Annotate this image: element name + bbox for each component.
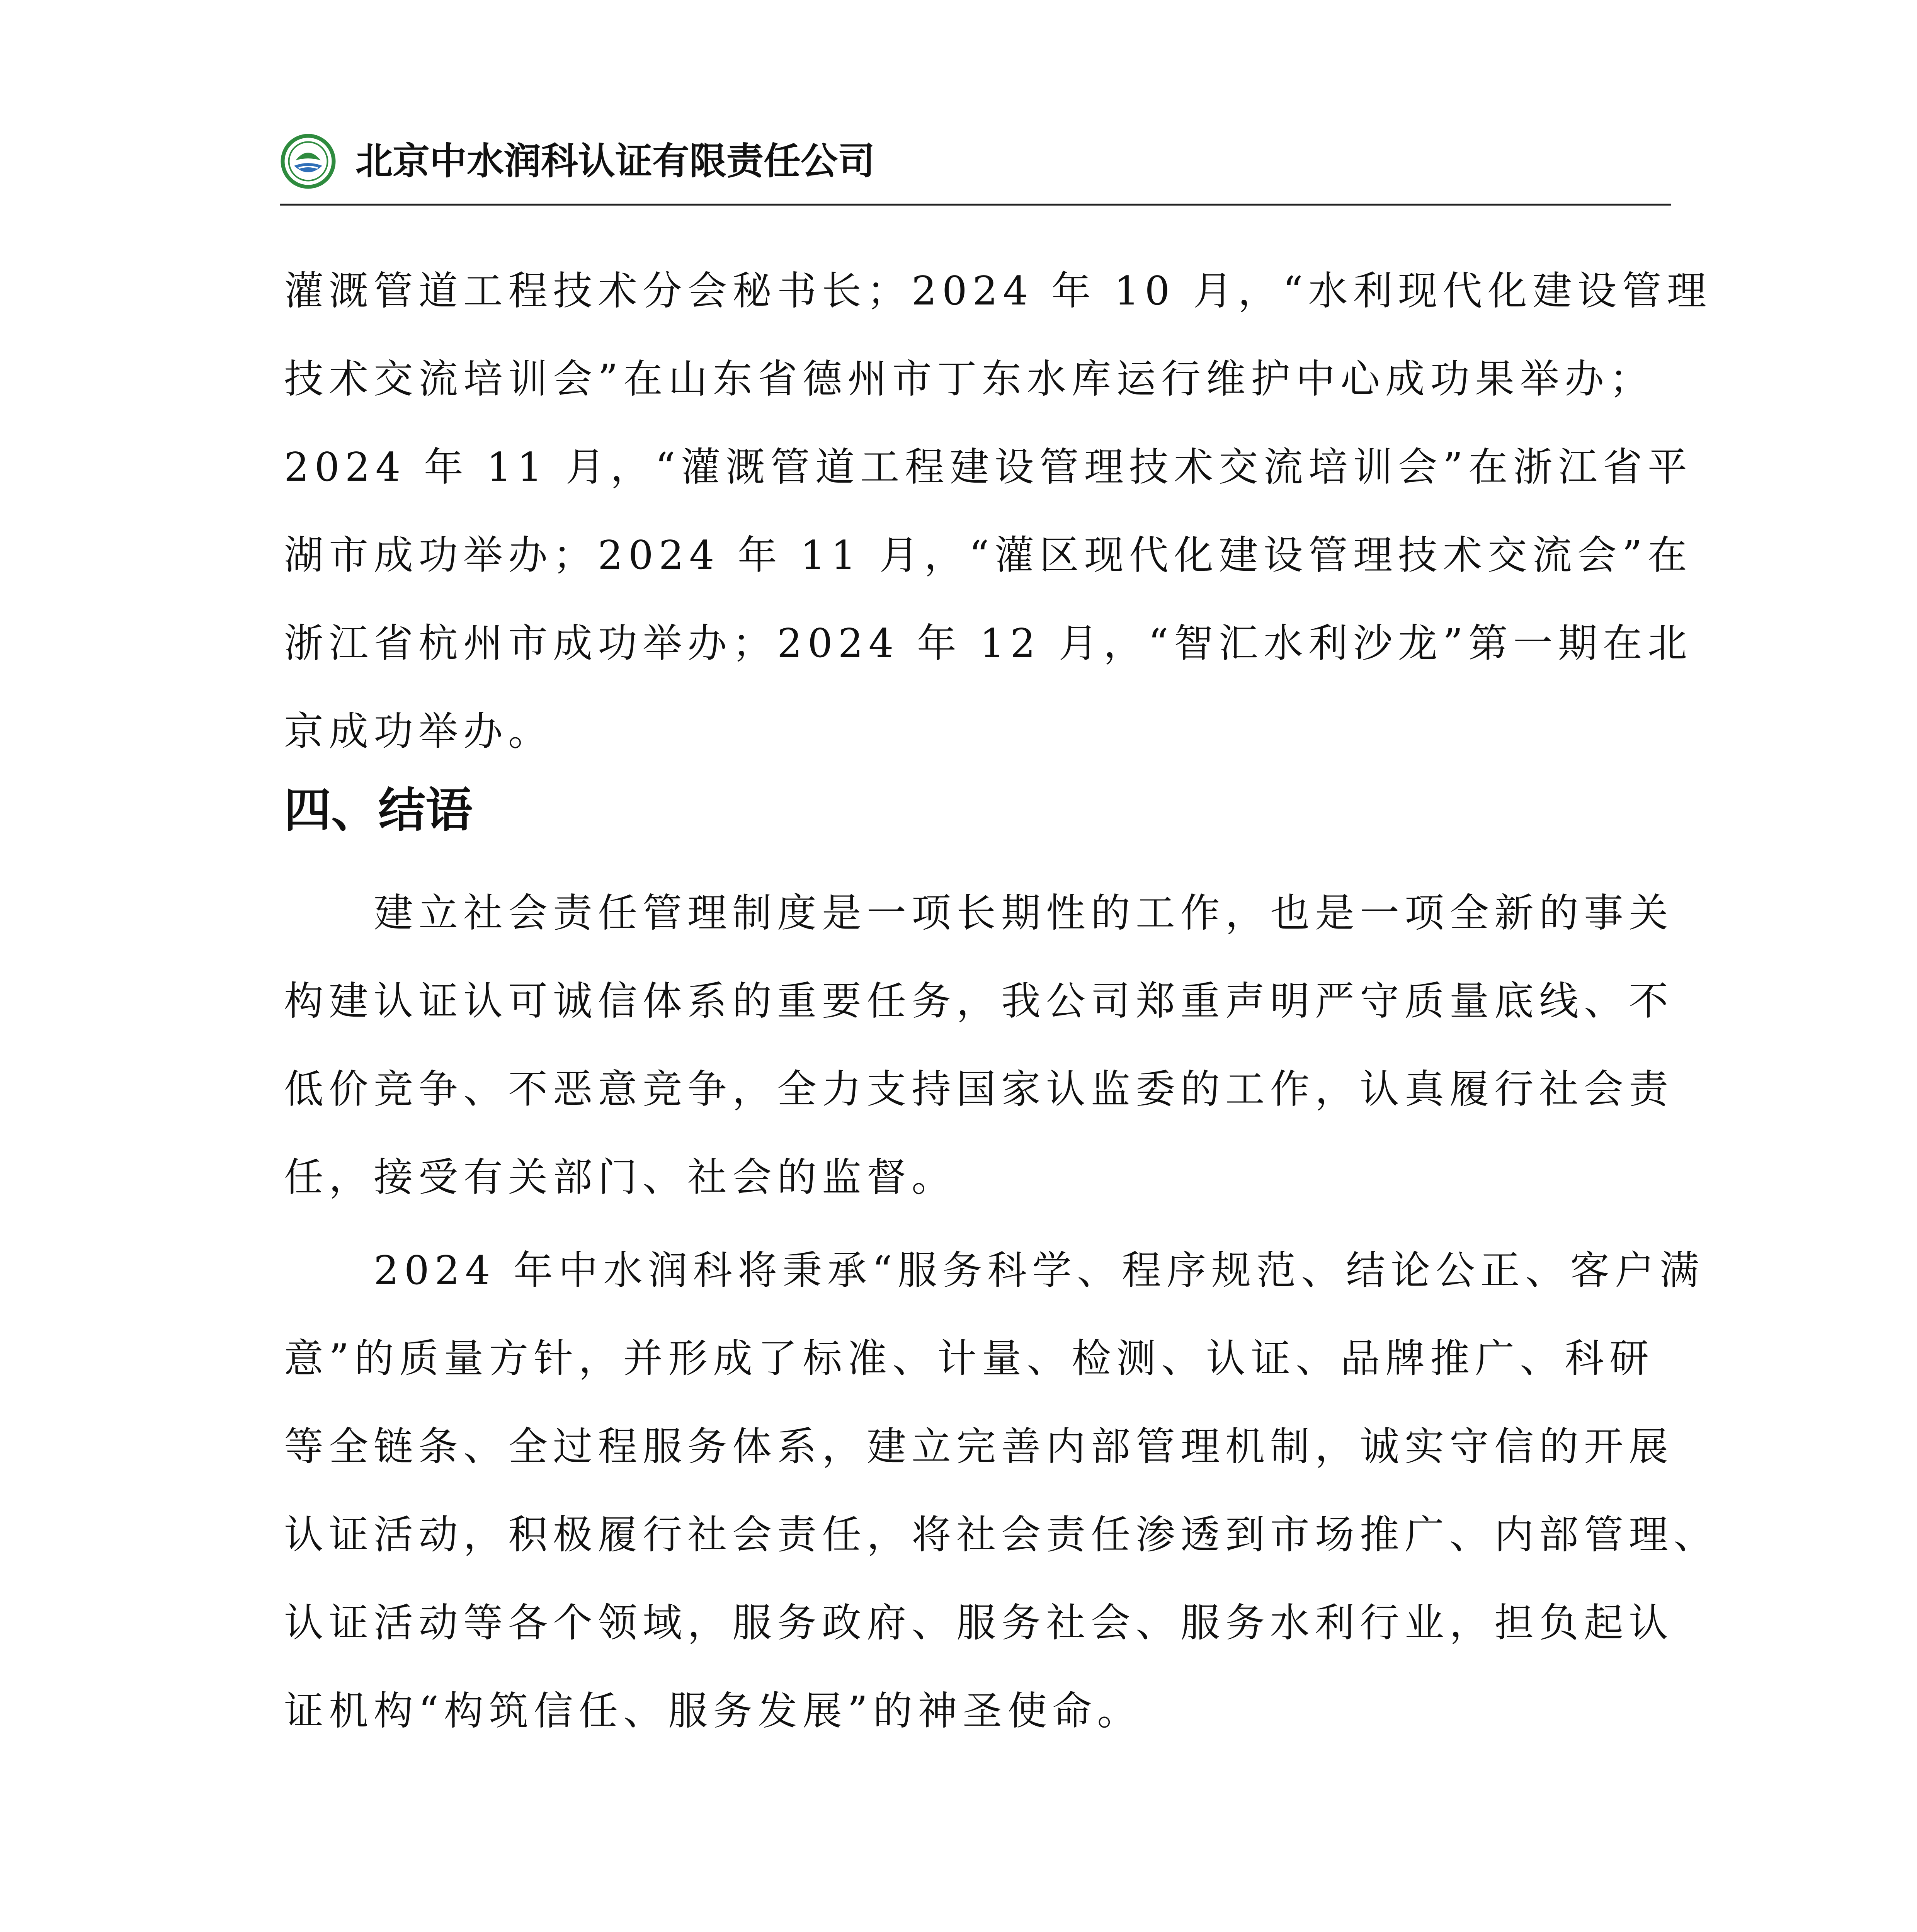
company-name: 北京中水润科认证有限责任公司 [356, 139, 875, 183]
text-line: 技术交流培训会”在山东省德州市丁东水库运行维护中心成功果举办； [284, 356, 1655, 402]
text-line: 2024 年 11 月，“灌溉管道工程建设管理技术交流培训会”在浙江省平 [284, 444, 1692, 490]
text-line: 认证活动，积极履行社会责任，将社会责任渗透到市场推广、内部管理、 [284, 1512, 1718, 1558]
intro-paragraph [284, 247, 1712, 776]
text-line: 灌溉管道工程技术分会秘书长；2024 年 10 月，“水利现代化建设管理 [284, 268, 1712, 314]
text-line: 京成功举办。 [284, 709, 553, 755]
section-heading: 四、结语 [284, 783, 473, 838]
text-line: 证机构“构筑信任、服务发展”的神圣使命。 [284, 1688, 1142, 1734]
header-divider [280, 204, 1671, 206]
text-line: 建立社会责任管理制度是一项长期性的工作，也是一项全新的事关 [284, 890, 1674, 936]
text-line: 2024 年中水润科将秉承“服务科学、程序规范、结论公正、客户满 [284, 1248, 1705, 1294]
text-line: 意”的质量方针，并形成了标准、计量、检测、认证、品牌推广、科研 [284, 1336, 1655, 1382]
conclusion-paragraph-1 [284, 869, 1674, 1222]
company-logo-icon [280, 133, 336, 189]
text-line: 低价竞争、不恶意竞争，全力支持国家认监委的工作，认真履行社会责 [284, 1066, 1674, 1112]
text-line: 等全链条、全过程服务体系，建立完善内部管理机制，诚实守信的开展 [284, 1424, 1674, 1470]
text-line: 浙江省杭州市成功举办；2024 年 12 月，“智汇水利沙龙”第一期在北 [284, 621, 1692, 667]
text-line: 认证活动等各个领域，服务政府、服务社会、服务水利行业，担负起认 [284, 1600, 1674, 1646]
text-line: 构建认证认可诚信体系的重要任务，我公司郑重声明严守质量底线、不 [284, 978, 1674, 1024]
text-line: 任，接受有关部门、社会的监督。 [284, 1155, 956, 1201]
conclusion-paragraph-2 [284, 1227, 1718, 1755]
text-line: 湖市成功举办；2024 年 11 月，“灌区现代化建设管理技术交流会”在 [284, 532, 1692, 578]
page-header [280, 133, 1671, 191]
